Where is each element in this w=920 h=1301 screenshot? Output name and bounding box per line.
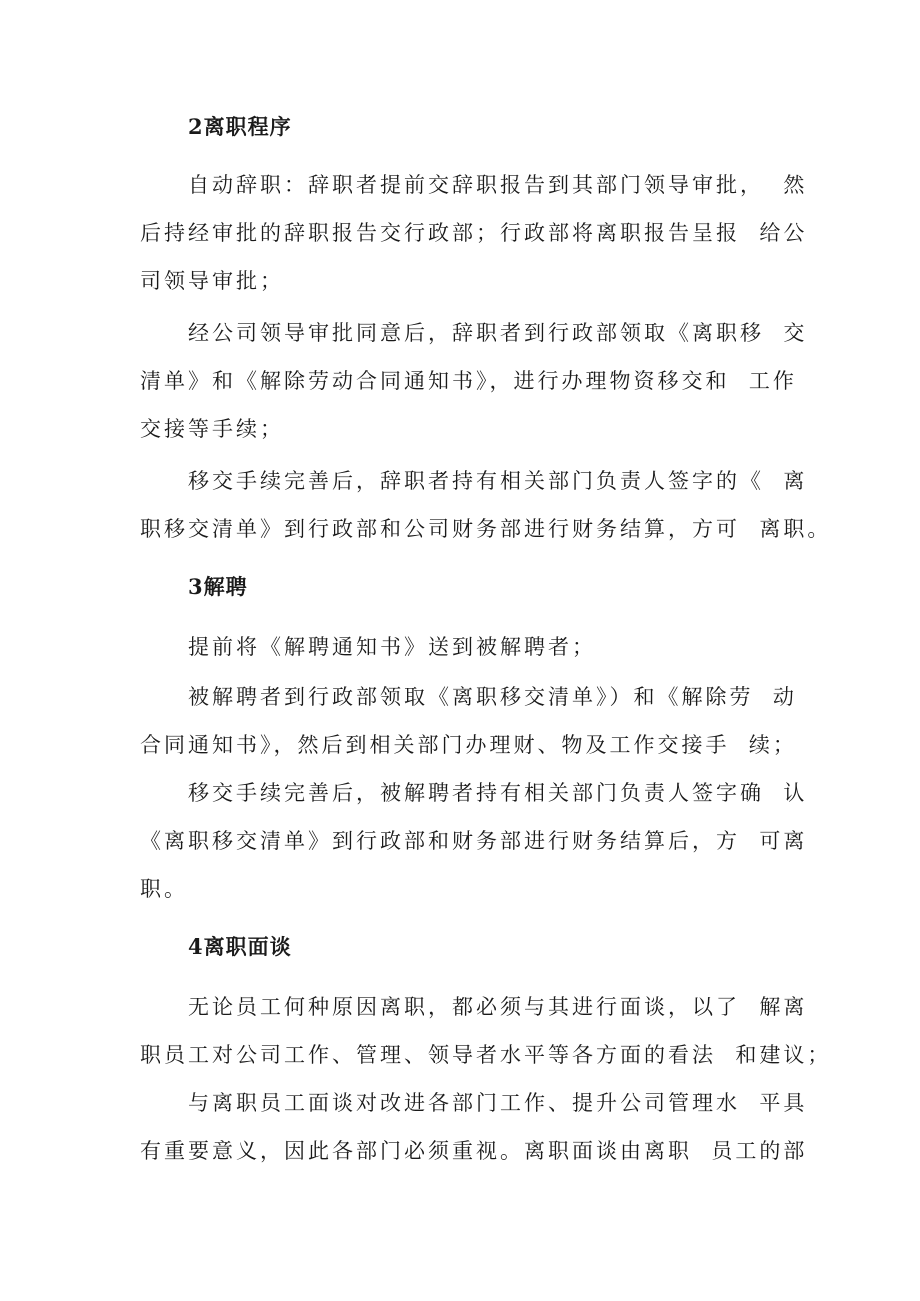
paragraph-line: 清单》和《解除劳动合同通知书》，进行办理物资移交和 工作 [140, 369, 797, 393]
paragraph-line: 合同通知书》，然后到相关部门办理财、物及工作交接手 续； [140, 733, 797, 757]
section-heading-exit-interview: 4离职面谈 [188, 934, 292, 959]
paragraph-line: 司领导审批； [140, 269, 284, 293]
paragraph-line: 无论员工何种原因离职，都必须与其进行面谈，以了 解离 [188, 995, 808, 1019]
paragraph-line: 移交手续完善后，辞职者持有相关部门负责人签字的《 离 [188, 469, 808, 493]
paragraph-line: 《离职移交清单》到行政部和财务部进行财务结算后，方 可离 [140, 829, 808, 853]
paragraph-line: 与离职员工面谈对改进各部门工作、提升公司管理水 平具 [188, 1091, 808, 1115]
section-heading-leave-procedure: 2离职程序 [188, 114, 292, 139]
paragraph-line: 交接等手续； [140, 417, 284, 441]
paragraph-line: 职移交清单》到行政部和公司财务部进行财务结算，方可 离职。 [140, 517, 832, 541]
paragraph-line: 被解聘者到行政部领取《离职移交清单》）和《解除劳 动 [188, 685, 797, 709]
paragraph-line: 职员工对公司工作、管理、领导者水平等各方面的看法 和建议； [140, 1043, 832, 1067]
paragraph-line: 自动辞职：辞职者提前交辞职报告到其部门领导审批， 然 [188, 173, 808, 197]
paragraph-line: 经公司领导审批同意后，辞职者到行政部领取《离职移 交 [188, 321, 808, 345]
paragraph-line: 移交手续完善后，被解聘者持有相关部门负责人签字确 认 [188, 781, 808, 805]
paragraph-line: 职。 [140, 877, 188, 901]
section-heading-dismissal: 3解聘 [188, 574, 248, 599]
paragraph-line: 有重要意义，因此各部门必须重视。离职面谈由离职 员工的部 [140, 1139, 808, 1163]
paragraph-line: 后持经审批的辞职报告交行政部；行政部将离职报告呈报 给公 [140, 221, 808, 245]
paragraph-line: 提前将《解聘通知书》送到被解聘者； [188, 635, 596, 659]
